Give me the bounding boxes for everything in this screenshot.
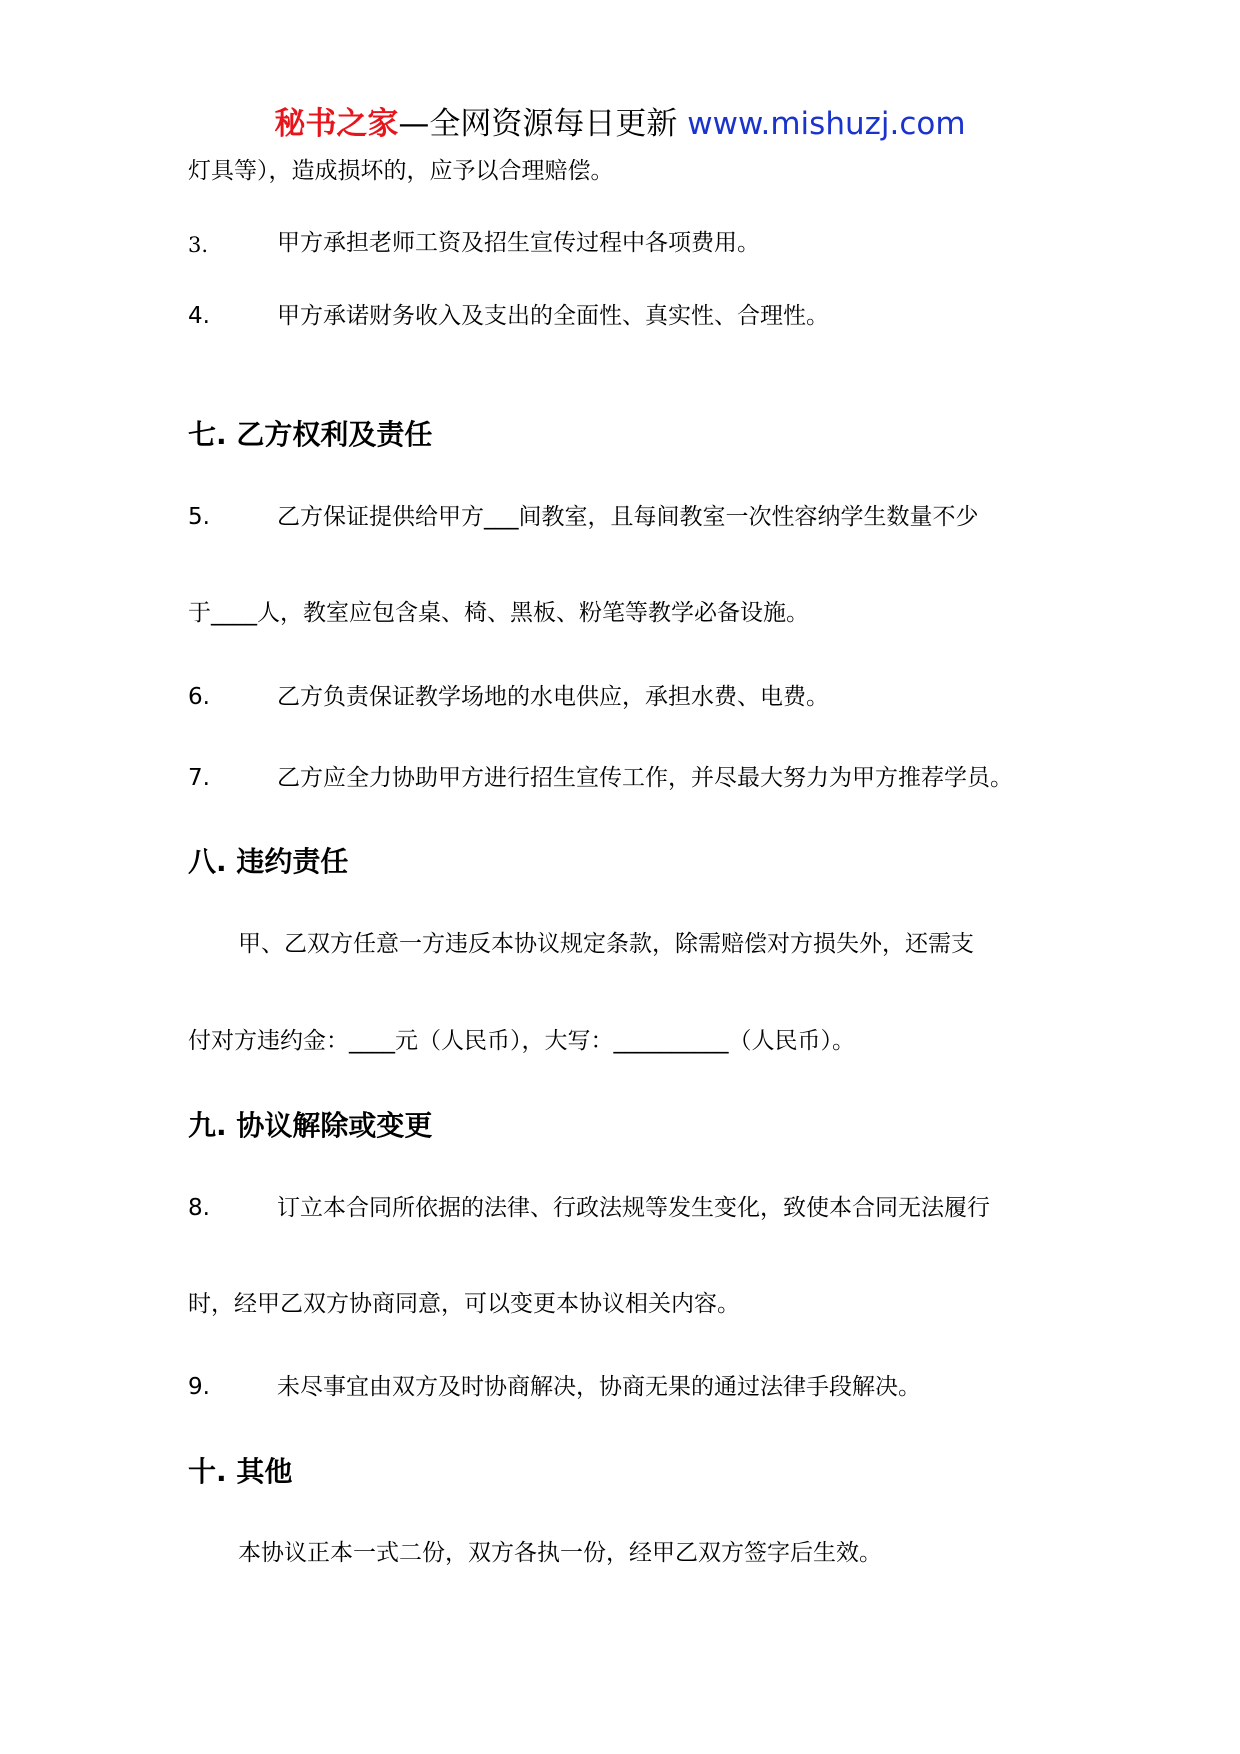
- item-text-9: 未尽事宜由双方及时协商解决，协商无果的通过法律手段解决。: [277, 1374, 921, 1400]
- item-text-7: 乙方应全力协助甲方进行招生宣传工作，并尽最大努力为甲方推荐学员。: [277, 765, 1013, 791]
- section-heading-9: 九. 协议解除或变更: [188, 1109, 433, 1142]
- item-number-4: 4.: [188, 303, 210, 329]
- item-number-7: 7.: [188, 765, 210, 791]
- item-text-8-continuation: 时，经甲乙双方协商同意，可以变更本协议相关内容。: [188, 1291, 740, 1317]
- paragraph-8-continuation: 付对方违约金：____元（人民币），大写：__________（人民币）。: [188, 1028, 855, 1054]
- item-number-9: 9.: [188, 1374, 210, 1400]
- section-heading-7: 七. 乙方权利及责任: [188, 418, 433, 451]
- section-heading-8: 八. 违约责任: [188, 845, 349, 878]
- brand-name: 秘书之家: [274, 106, 399, 142]
- item-text-5: 乙方保证提供给甲方___间教室，且每间教室一次性容纳学生数量不少: [277, 504, 979, 530]
- item-number-3: 3.: [188, 233, 209, 257]
- item-text-4: 甲方承诺财务收入及支出的全面性、真实性、合理性。: [277, 303, 829, 329]
- paragraph-8: 甲、乙双方任意一方违反本协议规定条款，除需赔偿对方损失外，还需支: [238, 931, 974, 957]
- section-heading-10: 十. 其他: [188, 1455, 293, 1488]
- paragraph-continuation: 灯具等），造成损坏的，应予以合理赔偿。: [188, 158, 614, 184]
- item-text-3: 甲方承担老师工资及招生宣传过程中各项费用。: [277, 230, 760, 256]
- item-text-6: 乙方负责保证教学场地的水电供应，承担水费、电费。: [277, 684, 829, 710]
- item-number-5: 5.: [188, 504, 210, 530]
- item-number-6: 6.: [188, 684, 210, 710]
- item-number-8: 8.: [188, 1195, 210, 1221]
- item-text-8: 订立本合同所依据的法律、行政法规等发生变化，致使本合同无法履行: [277, 1195, 990, 1221]
- item-text-5-continuation: 于____人，教室应包含桌、椅、黑板、粉笔等教学必备设施。: [188, 600, 809, 626]
- site-url-link[interactable]: www.mishuzj.com: [687, 106, 966, 142]
- site-banner: [0, 102, 1240, 146]
- banner-slogan: —全网资源每日更新: [398, 106, 678, 142]
- paragraph-10: 本协议正本一式二份，双方各执一份，经甲乙双方签字后生效。: [238, 1540, 882, 1566]
